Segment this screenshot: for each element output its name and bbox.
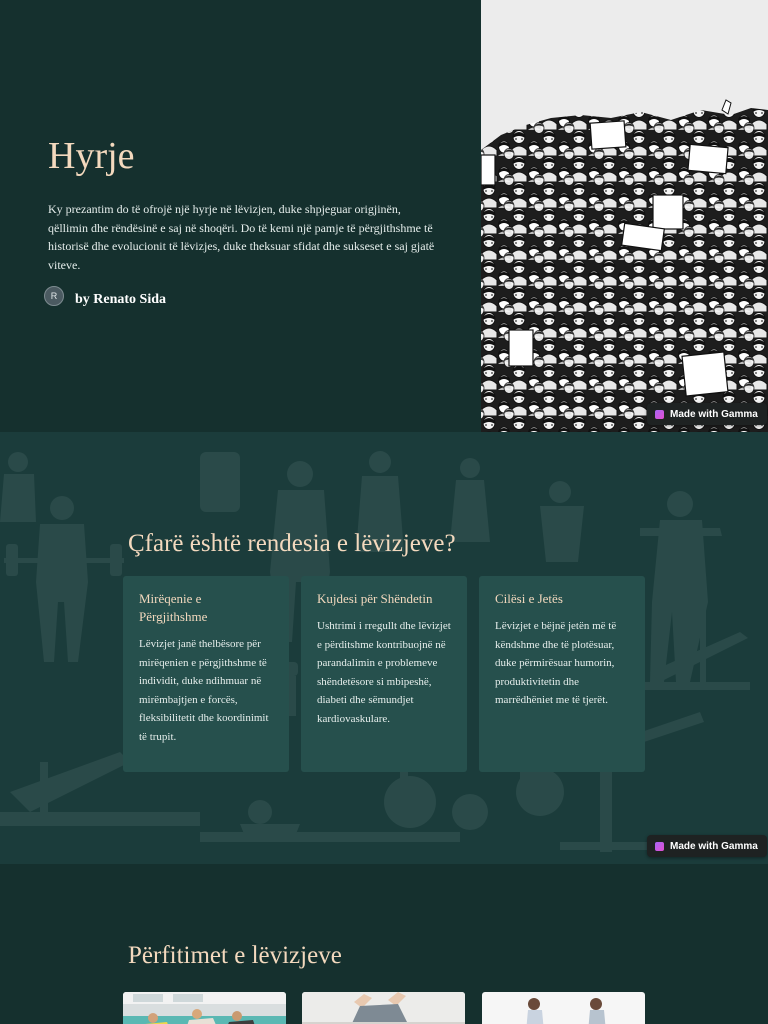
slide-intro — [0, 0, 768, 432]
badge-label: Made with Gamma — [670, 408, 758, 420]
card-wellbeing — [123, 576, 289, 772]
photo-posture — [482, 992, 645, 1024]
slide-title: Hyrje — [48, 135, 135, 177]
badge-label: Made with Gamma — [670, 840, 758, 852]
photo-stretching — [302, 992, 465, 1024]
card-text: Lëvizjet janë thelbësore për mirëqenien e përgjithshme të individit, duke ndihmuar në mirëmbajtjen e forcës, fleksibilitetit dhe koordinimit të trupit. — [139, 638, 269, 743]
card-title: Mirëqenie e Përgjithshme — [139, 591, 208, 624]
crowd-illustration — [481, 0, 768, 432]
photo-group-exercise — [123, 992, 286, 1024]
author-row — [44, 284, 166, 308]
gamma-logo-icon — [655, 410, 664, 419]
card-title: Cilësi e Jetës — [495, 591, 563, 606]
avatar: R — [44, 286, 64, 306]
made-with-gamma-badge[interactable] — [647, 835, 767, 857]
slide-title: Çfarë është rendesia e lëvizjeve? — [128, 530, 456, 557]
slide-description: Ky prezantim do të ofrojë një hyrje në lëvizjen, duke shpjeguar origjinën, qëllimin dhe rëndësinë e saj në shoqëri. Do të kemi një pamje të përgjithshme të historisë dhe evolucionit të lëvizjes, duke theksuar sfidat dhe sukseset e saj gjatë viteve. — [48, 202, 435, 272]
slide-benefits — [0, 864, 768, 1024]
card-quality-of-life — [479, 576, 645, 772]
card-health — [301, 576, 467, 772]
slide-title: Përfitimet e lëvizjeve — [128, 942, 342, 969]
slide-importance — [0, 432, 768, 864]
gamma-logo-icon — [655, 842, 664, 851]
card-text: Ushtrimi i rregullt dhe lëvizjet e përditshme kontribuojnë në parandalimin e problemeve shëndetësore si mbipeshë, diabeti dhe sëmundjet kardiovaskulare. — [317, 620, 451, 725]
card-title: Kujdesi për Shëndetin — [317, 591, 433, 606]
card-text: Lëvizjet e bëjnë jetën më të këndshme dhe të plotësuar, duke përmirësuar humorin, produktivitetin dhe marrëdhëniet me të tjerët. — [495, 620, 617, 707]
made-with-gamma-badge[interactable] — [647, 403, 767, 425]
author-name: by Renato Sida — [75, 292, 167, 307]
